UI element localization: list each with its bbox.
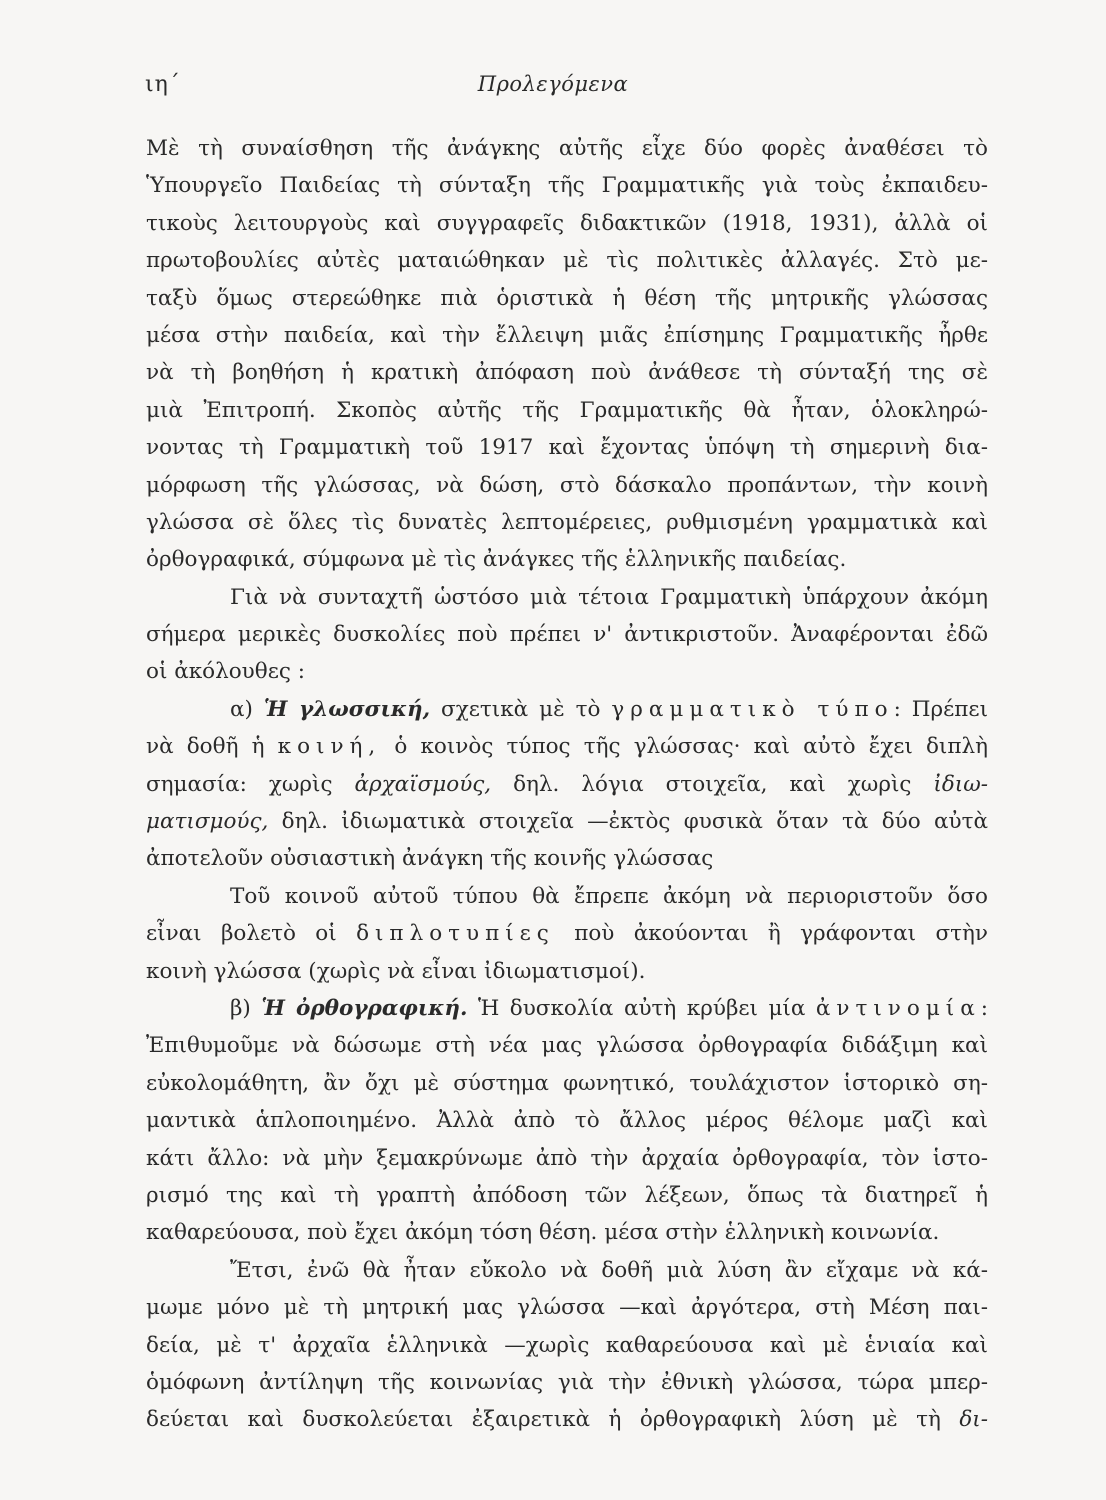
- text-line: ματισμούς, δηλ. ἰδιωματικὰ στοιχεῖα —ἐκτὸς φυσικὰ ὅταν τὰ δύο αὐτὰ: [146, 809, 988, 835]
- page-number: ιη΄: [145, 72, 181, 97]
- text-line: ὀρθογραφικά, σύμφωνα μὲ τὶς ἀνάγκες τῆς ἑλληνικῆς παιδείας.: [146, 547, 847, 573]
- text-line: νοντας τὴ Γραμματικὴ τοῦ 1917 καὶ ἔχοντας ὑπόψη τὴ σημερινὴ δια-: [146, 435, 988, 461]
- text-line: σήμερα μερικὲς δυσκολίες ποὺ πρέπει ν' ἀντικριστοῦν. Ἀναφέρονται ἐδῶ: [146, 622, 988, 648]
- body-text: [146, 130, 988, 1439]
- text-line: εἶναι βολετὸ οἱ διπλοτυπίες ποὺ ἀκούονται ἢ γράφονται στὴν: [146, 921, 988, 947]
- text-line: οἱ ἀκόλουθες :: [146, 659, 305, 685]
- text-line: σημασία: χωρὶς ἀρχαϊσμούς, δηλ. λόγια στοιχεῖα, καὶ χωρὶς ἰδιω-: [146, 771, 988, 797]
- paragraph-intro: [146, 130, 988, 691]
- text-line: εὐκολομάθητη, ἂν ὄχι μὲ σύστημα φωνητικό, τουλάχιστον ἱστορικὸ ση-: [146, 1070, 988, 1096]
- text-line: μιὰ Ἐπιτροπή. Σκοπὸς αὐτῆς τῆς Γραμματικῆς θὰ ἦταν, ὁλοκληρώ-: [146, 397, 988, 423]
- text-line: Γιὰ νὰ συνταχτῆ ὡστόσο μιὰ τέτοια Γραμματικὴ ὑπάρχουν ἀκόμη: [230, 584, 988, 610]
- text-line: β) Ἡ ὀρθογραφική. Ἡ δυσκολία αὐτὴ κρύβει μία ἀντινομία:: [230, 995, 988, 1021]
- text-line: καθαρεύουσα, ποὺ ἔχει ἀκόμη τόση θέση. μέσα στὴν ἑλληνικὴ κοινωνία.: [146, 1220, 940, 1246]
- text-line: ρισμό της καὶ τὴ γραπτὴ ἀπόδοση τῶν λέξεων, ὅπως τὰ διατηρεῖ ἡ: [146, 1182, 988, 1208]
- text-line: τικοὺς λειτουργοὺς καὶ συγγραφεῖς διδακτικῶν (1918, 1931), ἀλλὰ οἱ: [146, 210, 988, 236]
- text-line: μαντικὰ ἁπλοποιημένο. Ἀλλὰ ἀπὸ τὸ ἄλλος μέρος θέλομε μαζὶ καὶ: [146, 1108, 988, 1134]
- text-line: ὁμόφωνη ἀντίληψη τῆς κοινωνίας γιὰ τὴν ἐθνικὴ γλώσσα, τώρα μπερ-: [146, 1369, 988, 1395]
- text-line: μέσα στὴν παιδεία, καὶ τὴν ἔλλειψη μιᾶς ἐπίσημης Γραμματικῆς ἦρθε: [146, 322, 988, 348]
- text-line: Ὑπουργεῖο Παιδείας τὴ σύνταξη τῆς Γραμματικῆς γιὰ τοὺς ἐκπαιδευ-: [146, 173, 988, 199]
- text-line: α) Ἡ γλωσσική, σχετικὰ μὲ τὸ γραμματικὸ τύπο: Πρέπει: [230, 696, 989, 722]
- text-line: Ἔτσι, ἐνῶ θὰ ἦταν εὔκολο νὰ δοθῆ μιὰ λύση ἂν εἴχαμε νὰ κά-: [230, 1257, 988, 1283]
- text-line: κοινὴ γλώσσα (χωρὶς νὰ εἶναι ἰδιωματισμοί).: [146, 958, 646, 984]
- text-line: δεία, μὲ τ' ἀρχαῖα ἑλληνικὰ —χωρὶς καθαρεύουσα καὶ μὲ ἑνιαία καὶ: [146, 1332, 988, 1358]
- text-line: Τοῦ κοινοῦ αὐτοῦ τύπου θὰ ἔπρεπε ἀκόμη νὰ περιοριστοῦν ὅσο: [230, 883, 988, 909]
- running-head: Προλεγόμενα: [477, 72, 629, 96]
- text-line: μόρφωση τῆς γλώσσας, νὰ δώση, στὸ δάσκαλο προπάντων, τὴν κοινὴ: [146, 472, 988, 498]
- paragraph-orthography: [146, 1027, 988, 1401]
- text-line: νὰ δοθῆ ἡ κοινή, ὁ κοινὸς τύπος τῆς γλώσσας· καὶ αὐτὸ ἔχει διπλὴ: [146, 734, 989, 760]
- text-line: μωμε μόνο μὲ τὴ μητρική μας γλώσσα —καὶ ἀργότερα, στὴ Μέση παι-: [146, 1295, 988, 1321]
- text-line: δεύεται καὶ δυσκολεύεται ἐξαιρετικὰ ἡ ὀρθογραφικὴ λύση μὲ τὴ δι-: [146, 1407, 988, 1433]
- text-line: Ἐπιθυμοῦμε νὰ δώσωμε στὴ νέα μας γλώσσα ὀρθογραφία διδάξιμη καὶ: [146, 1033, 988, 1059]
- text-line: νὰ τὴ βοηθήση ἡ κρατικὴ ἀπόφαση ποὺ ἀνάθεσε τὴ σύνταξή της σὲ: [146, 360, 988, 386]
- text-line: Μὲ τὴ συναίσθηση τῆς ἀνάγκης αὐτῆς εἶχε δύο φορὲς ἀναθέσει τὸ: [146, 136, 988, 161]
- text-line: ταξὺ ὅμως στερεώθηκε πιὰ ὁριστικὰ ἡ θέση τῆς μητρικῆς γλώσσας: [146, 285, 988, 311]
- text-line: γλώσσα σὲ ὅλες τὶς δυνατὲς λεπτομέρειες, ρυθμισμένη γραμματικὰ καὶ: [146, 509, 988, 535]
- text-line: κάτι ἄλλο: νὰ μὴν ξεμακρύνωμε ἀπὸ τὴν ἀρχαία ὀρθογραφία, τὸν ἱστο-: [146, 1145, 988, 1171]
- text-line: πρωτοβουλίες αὐτὲς ματαιώθηκαν μὲ τὶς πολιτικὲς ἀλλαγές. Στὸ με-: [146, 248, 988, 274]
- text-line: ἀποτελοῦν οὐσιαστικὴ ἀνάγκη τῆς κοινῆς γλώσσας: [146, 846, 714, 872]
